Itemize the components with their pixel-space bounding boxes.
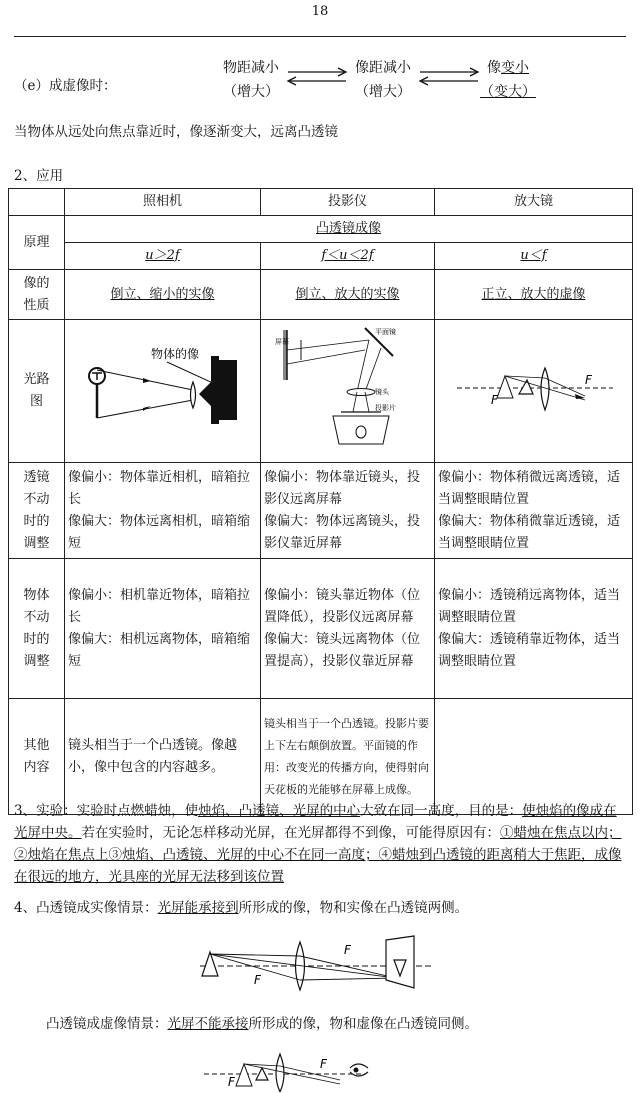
virtual-diagram-F-left: F xyxy=(228,1075,235,1089)
section-2-title: 2、应用 xyxy=(14,168,64,184)
section-3-underline-2: 使烛焰的像成在光屏中央。 xyxy=(14,803,617,841)
virtual-image-text-2: 所形成的像，物和虚像在凸透镜同侧。 xyxy=(248,1016,478,1032)
condition-projector-text: f＜u＜2f xyxy=(321,248,374,263)
lens-adjust-label-text: 透镜不动时的调整 xyxy=(23,469,50,551)
magnifier-diagram-cell xyxy=(435,320,633,463)
header-magnifier: 放大镜 xyxy=(435,189,633,216)
object-adjust-camera-1: 像偏小：相机靠近物体，暗箱拉长 xyxy=(68,587,251,625)
header-empty xyxy=(9,189,65,216)
header-camera: 照相机 xyxy=(65,189,261,216)
object-distance-text: 物距减小 xyxy=(223,60,279,76)
section-4-text-2: 所形成的像，物和实像在凸透镜两侧。 xyxy=(238,900,469,916)
virtual-image-label: （e）成虚像时： xyxy=(14,78,117,94)
table-header-row xyxy=(9,189,633,216)
lens-adjust-label xyxy=(9,463,65,559)
section-3-underline-3: ①蜡烛在焦点以内；②烛焰在焦点上③烛焰、凸透镜、光屏的中心不在同一高度；④蜡烛到凸透镜的距离稍大于焦距，成像在很远的地方，光具座的光屏无法移到该位置 xyxy=(14,825,622,885)
object-adjust-projector xyxy=(261,559,435,699)
other-row xyxy=(9,699,633,815)
section-3-text-1: 3、实验：实验时点燃蜡烛，使 xyxy=(14,803,199,819)
image-size-word: 变小 xyxy=(501,60,529,76)
lens-adjust-magnifier-2: 像偏大：物体稍微靠近透镜，适当调整眼睛位置 xyxy=(438,513,621,551)
projector-diagram xyxy=(261,320,435,454)
object-adjust-magnifier-1: 像偏小：透镜稍远离物体，适当调整眼睛位置 xyxy=(438,587,621,625)
arrow-pair-1 xyxy=(284,66,350,88)
magnifier-F-left: F xyxy=(491,393,498,407)
nature-label-text: 像的性质 xyxy=(23,275,50,313)
virtual-diagram-F-right: F xyxy=(320,1057,327,1071)
projector-label-mirror: 平面镜 xyxy=(375,328,396,336)
lens-adjust-camera xyxy=(65,463,261,559)
lens-adjust-magnifier xyxy=(435,463,633,559)
object-adjust-label-text: 物体不动时的调整 xyxy=(23,587,50,669)
principle-common-text: 凸透镜成像 xyxy=(315,221,381,236)
image-size-prefix: 像 xyxy=(487,60,501,76)
lens-adjust-camera-2: 像偏大：物体远离相机，暗箱缩短 xyxy=(68,513,251,551)
condition-magnifier xyxy=(435,243,633,270)
camera-diagram-label: 物体的像 xyxy=(151,347,200,361)
object-distance-block xyxy=(216,57,286,101)
magnifier-diagram xyxy=(435,320,633,454)
principle-common xyxy=(65,216,633,243)
virtual-image-line xyxy=(46,1012,478,1032)
object-adjust-row xyxy=(9,559,633,699)
section-4-text-1: 4、凸透镜成实像情景： xyxy=(14,900,158,916)
object-adjust-camera-2: 像偏大：相机远离物体，暗箱缩短 xyxy=(68,631,251,669)
object-adjust-projector-1: 像偏小：镜头靠近物体（位置降低），投影仪远离屏幕 xyxy=(264,587,421,625)
header-projector: 投影仪 xyxy=(261,189,435,216)
camera-diagram-cell xyxy=(65,320,261,463)
condition-projector xyxy=(261,243,435,270)
projector-label-screen: 屏幕 xyxy=(275,338,289,346)
principle-label: 原理 xyxy=(9,216,65,270)
diagram-row xyxy=(9,320,633,463)
other-label-text: 其他内容 xyxy=(23,737,50,775)
object-adjust-magnifier xyxy=(435,559,633,699)
object-adjust-camera xyxy=(65,559,261,699)
lens-adjust-projector-1: 像偏小：物体靠近镜头，投影仪远离屏幕 xyxy=(264,469,421,507)
other-label xyxy=(9,699,65,815)
nature-camera-text: 倒立、缩小的实像 xyxy=(110,286,215,302)
lens-adjust-row xyxy=(9,463,633,559)
lens-adjust-camera-1: 像偏小：物体靠近相机，暗箱拉长 xyxy=(68,469,251,507)
image-distance-sub: （增大） xyxy=(355,84,411,100)
nature-label xyxy=(9,270,65,320)
object-adjust-projector-2: 像偏大：镜头远离物体（位置提高），投影仪靠近屏幕 xyxy=(264,631,421,669)
condition-row xyxy=(9,243,633,270)
diagram-label-text: 光路图 xyxy=(23,372,50,409)
image-size-sub: （变大） xyxy=(480,84,536,100)
virtual-image-underline: 光屏不能承接 xyxy=(167,1016,249,1032)
projector-label-slide: 投影片 xyxy=(375,404,396,412)
principle-row xyxy=(9,216,633,243)
condition-magnifier-text: u＜f xyxy=(520,248,547,263)
magnifier-F-right: F xyxy=(585,373,592,387)
sentence-1: 当物体从远处向焦点靠近时，像逐渐变大，远离凸透镜 xyxy=(14,124,338,140)
nature-row xyxy=(9,270,633,320)
image-size-block xyxy=(478,57,538,101)
nature-projector-text: 倒立、放大的实像 xyxy=(295,286,400,302)
projector-label-lens: 镜头 xyxy=(375,388,389,396)
nature-camera xyxy=(65,270,261,320)
camera-diagram xyxy=(65,320,261,454)
virtual-image-diagram xyxy=(200,1050,390,1092)
section-3-paragraph xyxy=(14,800,628,888)
lens-adjust-projector xyxy=(261,463,435,559)
application-table xyxy=(8,188,633,815)
section-3-underline-1: 烛焰、凸透镜、光屏的中心 xyxy=(198,803,361,819)
other-camera: 镜头相当于一个凸透镜。像越小，像中包含的内容越多。 xyxy=(65,699,261,815)
eye-icon xyxy=(350,1064,368,1068)
lens-adjust-magnifier-1: 像偏小：物体稍微远离透镜，适当调整眼睛位置 xyxy=(438,469,621,507)
projector-diagram-cell xyxy=(261,320,435,463)
diagram-label xyxy=(9,320,65,463)
section-3-text-2: 大致在同一高度，目的是： xyxy=(360,803,523,819)
object-adjust-label xyxy=(9,559,65,699)
object-distance-sub: （增大） xyxy=(223,84,279,100)
image-distance-block xyxy=(348,57,418,101)
virtual-image-text-1: 凸透镜成虚像情景： xyxy=(46,1016,168,1032)
real-diagram-F-right: F xyxy=(344,943,351,957)
real-image-diagram xyxy=(196,932,436,992)
page-number: 18 xyxy=(311,4,329,19)
other-magnifier xyxy=(435,699,633,815)
section-4-line xyxy=(14,896,468,916)
condition-camera-text: u＞2f xyxy=(145,248,180,263)
real-diagram-F-left: F xyxy=(254,973,261,987)
object-adjust-magnifier-2: 像偏大：透镜稍靠近物体，适当调整眼睛位置 xyxy=(438,631,621,669)
lens-adjust-projector-2: 像偏大：物体远离镜头，投影仪靠近屏幕 xyxy=(264,513,421,551)
arrow-pair-2 xyxy=(416,66,482,88)
header-rule xyxy=(14,36,626,37)
nature-projector xyxy=(261,270,435,320)
section-3-text-3: 若在实验时，无论怎样移动光屏，在光屏都得不到像，可能得原因有： xyxy=(81,825,500,841)
nature-magnifier xyxy=(435,270,633,320)
image-distance-text: 像距减小 xyxy=(355,60,411,76)
other-projector: 镜头相当于一个凸透镜。投影片要上下左右颠倒放置。平面镜的作用：改变光的传播方向，使得射向天花板的光能够在屏幕上成像。 xyxy=(261,699,435,815)
section-4-underline-1: 光屏能承接到 xyxy=(157,900,239,916)
condition-camera xyxy=(65,243,261,270)
nature-magnifier-text: 正立、放大的虚像 xyxy=(481,286,586,302)
